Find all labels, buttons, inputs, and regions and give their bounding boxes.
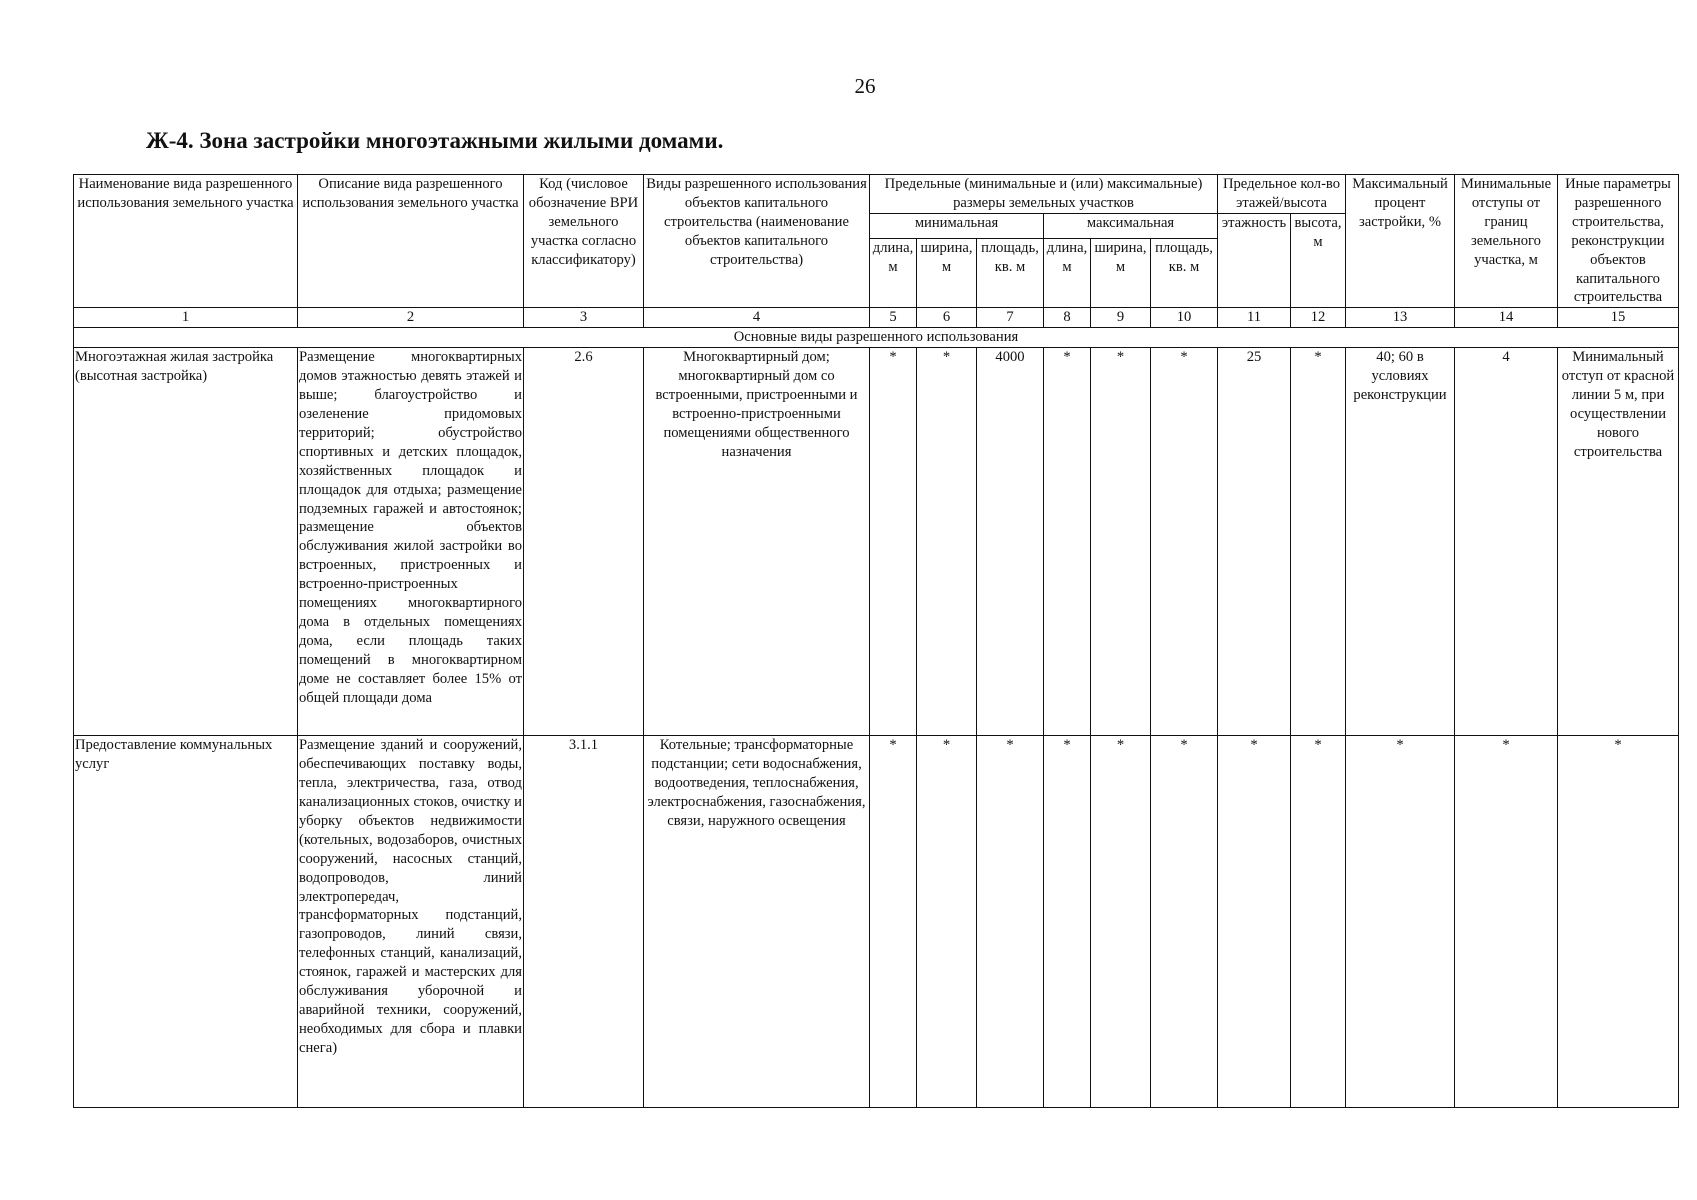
min-setback-cell: *: [1455, 736, 1558, 1108]
max-percent-cell: *: [1346, 736, 1455, 1108]
max-percent-cell: 40; 60 в условиях реконструкции: [1346, 348, 1455, 736]
header-maximum: максимальная: [1044, 213, 1218, 239]
column-number: 2: [298, 308, 524, 328]
max-length-cell: *: [1044, 736, 1091, 1108]
column-number: 13: [1346, 308, 1455, 328]
header-capital-objects: Виды разрешенного использования объектов капитального строительства (наименование объектов капитального строительства): [644, 175, 870, 308]
column-number: 14: [1455, 308, 1558, 328]
table-row: [74, 348, 1679, 736]
header-code: Код (числовое обозначение ВРИ земельного участка согласно классификатору): [524, 175, 644, 308]
header-minimum: минимальная: [870, 213, 1044, 239]
column-number: 6: [917, 308, 977, 328]
page-number: 26: [854, 74, 876, 98]
use-description-cell: Размещение зданий и сооружений, обеспечивающих поставку воды, тепла, электричества, газа, отвод канализационных стоков, очистку и уборку объектов недвижимости (котельных, водозаборов, очистных сооружений, насосных станций, водопроводов, линий электропередач, трансформаторных подстанций, газопроводов, линий связи, телефонных станций, канализаций, стоянок, гаражей и мастерских для обслуживания уборочной и аварийной техники, сооружений, необходимых для сбора и плавки снега): [298, 736, 524, 1108]
use-description-cell: Размещение многоквартирных домов этажностью девять этажей и выше; благоустройство и озеленение придомовых территорий; обустройство спортивных и детских площадок, хозяйственных площадок и площадок для отдыха; размещение подземных гаражей и автостоянок; размещение объектов обслуживания жилой застройки во встроенных, пристроенных и встроенно-пристроенных помещениях многоквартирного дома в отдельных помещениях дома, если площадь таких помещений в многоквартирном доме не составляет более 15% от общей площади дома: [298, 348, 524, 736]
header-floor-limits: Предельное кол-во этажей/высота: [1218, 175, 1346, 214]
column-number: 5: [870, 308, 917, 328]
header-min-area: площадь, кв. м: [977, 239, 1044, 308]
header-floors: этажность: [1218, 213, 1291, 308]
min-width-cell: *: [917, 348, 977, 736]
header-max-area: площадь, кв. м: [1151, 239, 1218, 308]
max-area-cell: *: [1151, 736, 1218, 1108]
header-min-width: ширина, м: [917, 239, 977, 308]
section-heading: Основные виды разрешенного использования: [74, 328, 1679, 348]
max-width-cell: *: [1091, 348, 1151, 736]
zone-parameters-table: [73, 174, 1679, 1108]
max-length-cell: *: [1044, 348, 1091, 736]
header-max-building-percent: Максимальный процент застройки, %: [1346, 175, 1455, 308]
column-number: 3: [524, 308, 644, 328]
height-cell: *: [1291, 348, 1346, 736]
min-length-cell: *: [870, 736, 917, 1108]
use-name-cell: Многоэтажная жилая застройка (высотная застройка): [74, 348, 298, 736]
header-use-name: Наименование вида разрешенного использования земельного участка: [74, 175, 298, 308]
capital-objects-cell: Котельные; трансформаторные подстанции; сети водоснабжения, водоотведения, теплоснабжения, электроснабжения, газоснабжения, связи, наружного освещения: [644, 736, 870, 1108]
column-number: 10: [1151, 308, 1218, 328]
column-number: 7: [977, 308, 1044, 328]
header-max-width: ширина, м: [1091, 239, 1151, 308]
floors-cell: *: [1218, 736, 1291, 1108]
code-cell: 2.6: [524, 348, 644, 736]
other-parameters-cell: Минимальный отступ от красной линии 5 м, при осуществлении нового строительства: [1558, 348, 1679, 736]
column-number: 8: [1044, 308, 1091, 328]
height-cell: *: [1291, 736, 1346, 1108]
capital-objects-cell: Многоквартирный дом; многоквартирный дом со встроенными, пристроенными и встроенно-пристроенными помещениями общественного назначения: [644, 348, 870, 736]
column-number: 15: [1558, 308, 1679, 328]
header-other-parameters: Иные параметры разрешенного строительства, реконструкции объектов капитального строительства: [1558, 175, 1679, 308]
floors-cell: 25: [1218, 348, 1291, 736]
other-parameters-cell: *: [1558, 736, 1679, 1108]
column-number: 9: [1091, 308, 1151, 328]
column-number: 4: [644, 308, 870, 328]
header-max-length: длина, м: [1044, 239, 1091, 308]
min-setback-cell: 4: [1455, 348, 1558, 736]
min-width-cell: *: [917, 736, 977, 1108]
column-number: 11: [1218, 308, 1291, 328]
min-area-cell: *: [977, 736, 1044, 1108]
header-use-description: Описание вида разрешенного использования земельного участка: [298, 175, 524, 308]
table-row: [74, 736, 1679, 1108]
header-height: высота, м: [1291, 213, 1346, 308]
max-area-cell: *: [1151, 348, 1218, 736]
header-plot-size-limits: Предельные (минимальные и (или) максимальные) размеры земельных участков: [870, 175, 1218, 214]
document-title: Ж-4. Зона застройки многоэтажными жилыми домами.: [146, 128, 724, 153]
header-min-setbacks: Минимальные отступы от границ земельного участка, м: [1455, 175, 1558, 308]
code-cell: 3.1.1: [524, 736, 644, 1108]
column-number: 12: [1291, 308, 1346, 328]
header-min-length: длина, м: [870, 239, 917, 308]
column-number: 1: [74, 308, 298, 328]
min-area-cell: 4000: [977, 348, 1044, 736]
min-length-cell: *: [870, 348, 917, 736]
max-width-cell: *: [1091, 736, 1151, 1108]
use-name-cell: Предоставление коммунальных услуг: [74, 736, 298, 1108]
